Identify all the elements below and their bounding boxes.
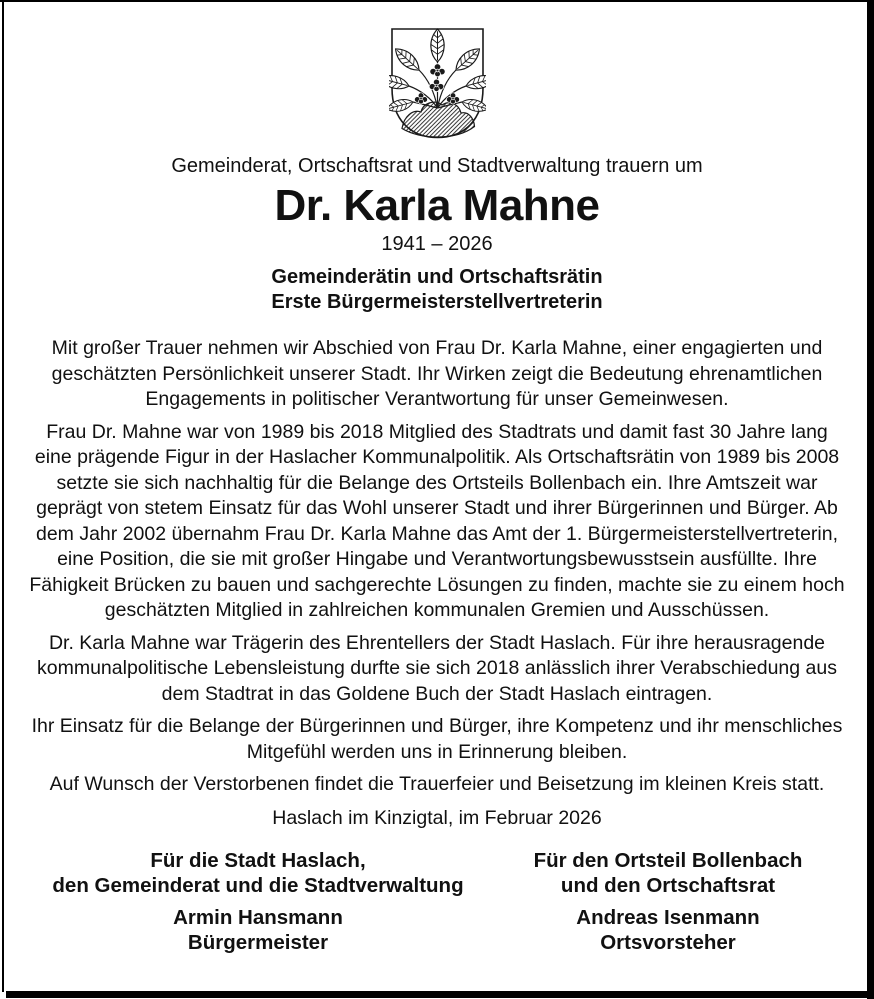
signature-right-org: [518, 848, 818, 898]
dateline: Haslach im Kinzigtal, im Februar 2026: [272, 806, 602, 829]
signature-left-column: [38, 848, 478, 955]
signature-left-title: Bürgermeister: [187, 931, 329, 954]
obituary-body: [0, 336, 874, 798]
role-line-1: Gemeinderätin und Ortschaftsrätin: [271, 266, 603, 288]
mourning-intro-line: Gemeinderat, Ortschaftsrat und Stadtverwaltung trauern um: [171, 155, 703, 177]
signature-right-name: Andreas Isenmann: [576, 906, 760, 929]
obituary-paragraph: Auf Wunsch der Verstorbenen findet die Trauerfeier und Beisetzung im kleinen Kreis statt.: [49, 773, 825, 795]
signature-block: [0, 848, 874, 955]
role-line-2: Erste Bürgermeisterstellvertreterin: [271, 291, 603, 313]
signature-left-org-line-2: den Gemeinderat und die Stadtverwaltung: [52, 874, 464, 897]
signature-right-person: [518, 905, 818, 955]
obituary-paragraph: Dr. Karla Mahne war Trägerin des Ehrentellers der Stadt Haslach. Für ihre herausragende kommunalpolitische Lebensleistung durfte sie sich 2018 anlässlich ihrer Verabschiedung aus dem Stadtrat in das Goldene Buch der Stadt Haslach eintragen.: [37, 631, 837, 705]
signature-left-org: [38, 848, 478, 898]
signature-right-column: [518, 848, 818, 955]
signature-left-person: [38, 905, 478, 955]
deceased-name: Dr. Karla Mahne: [274, 181, 600, 230]
signature-left-name: Armin Hansmann: [173, 906, 343, 929]
obituary-paragraph: Frau Dr. Mahne war von 1989 bis 2018 Mitglied des Stadtrats und damit fast 30 Jahre lang eine prägende Figur in der Haslacher Kommunalpolitik. Als Ortschaftsrätin von 1989 bis 2008 setzte sie sich nachhaltig für die Belange des Ortsteils Bollenbach ein. Ihre Amtszeit war geprägt von stetem Einsatz für das Wohl unserer Stadt und ihrer Bürgerinnen und Bürger. Ab dem Jahr 2002 übernahm Frau Dr. Karla Mahne das Amt der 1. Bürgermeisterstellvertreterin, eine Position, die sie mit großer Hingabe und Verantwortungsbewusstsein ausfüllte. Ihre Fähigkeit Brücken zu bauen und sachgerechte Lösungen zu finden, machte sie zu einem hoch geschätzten Mitglied in zahlreichen kommunalen Gremien und Ausschüssen.: [29, 420, 845, 621]
life-years: 1941 – 2026: [381, 233, 493, 255]
signature-right-org-line-2: und den Ortschaftsrat: [560, 874, 776, 897]
coat-of-arms-icon: [389, 26, 486, 141]
signature-left-org-line-1: Für die Stadt Haslach,: [150, 849, 366, 872]
signature-right-title: Ortsvorsteher: [600, 931, 736, 954]
obituary-paragraph: Ihr Einsatz für die Belange der Bürgerinnen und Bürger, ihre Kompetenz und ihr menschliches Mitgefühl werden uns in Erinnerung bleiben.: [31, 715, 843, 763]
signature-right-org-line-1: Für den Ortsteil Bollenbach: [533, 849, 803, 872]
obituary-paragraph: Mit großer Trauer nehmen wir Abschied von Frau Dr. Karla Mahne, einer engagierten und geschätzten Persönlichkeit unserer Stadt. Ihr Wirken zeigt die Bedeutung ehrenamtlichen Engagements in politischer Verantwortung für unser Gemeinwesen.: [51, 337, 823, 410]
